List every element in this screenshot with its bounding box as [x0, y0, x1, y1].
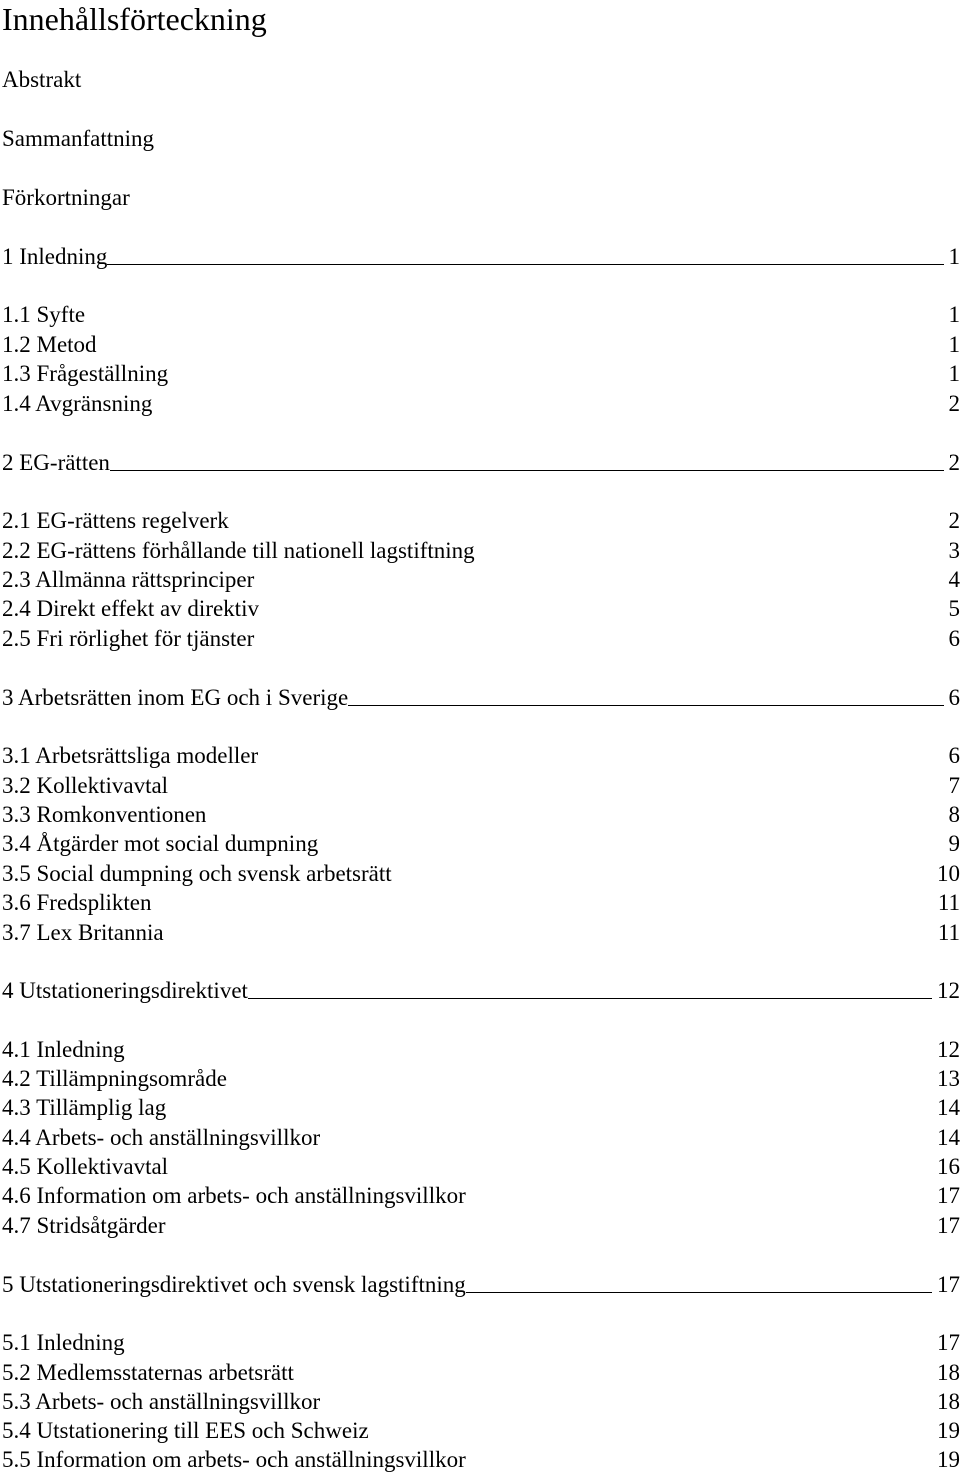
toc-page-number: 5 [948, 596, 960, 621]
toc-entry-abstract[interactable] [2, 65, 960, 95]
toc-section[interactable] [2, 300, 960, 330]
toc-entry-label: Abstrakt [2, 65, 81, 95]
toc-page-number: 16 [937, 1154, 960, 1179]
toc-page-number: 2 [948, 450, 960, 475]
toc-section-label: 4.4 Arbets- och anställningsvillkor [2, 1123, 320, 1153]
toc-section-label: 5.2 Medlemsstaternas arbetsrätt [2, 1358, 294, 1388]
toc-chapter-label: 1 Inledning [2, 242, 107, 272]
toc-page-number: 6 [948, 685, 960, 710]
toc-page-number: 8 [948, 802, 960, 827]
toc-chapter-4[interactable] [2, 976, 960, 1006]
toc-page-number: 17 [937, 1330, 960, 1355]
toc-section[interactable] [2, 1035, 960, 1065]
toc-page-number: 17 [937, 1183, 960, 1208]
toc-section-label: 1.3 Frågeställning [2, 359, 168, 389]
toc-page-number: 17 [937, 1272, 960, 1297]
toc-entry-label: Förkortningar [2, 183, 130, 213]
toc-section-label: 2.1 EG-rättens regelverk [2, 506, 229, 536]
toc-section[interactable] [2, 594, 960, 624]
toc-page-number: 13 [937, 1066, 960, 1091]
toc-section[interactable] [2, 1152, 960, 1182]
toc-chapter-3[interactable] [2, 683, 960, 713]
toc-section[interactable] [2, 829, 960, 859]
toc-section[interactable] [2, 1211, 960, 1241]
toc-section[interactable] [2, 1416, 960, 1446]
toc-page-number: 18 [937, 1360, 960, 1385]
toc-section-label: 5.3 Arbets- och anställningsvillkor [2, 1387, 320, 1417]
toc-section-label: 4.1 Inledning [2, 1035, 125, 1065]
toc-page-number: 1 [948, 244, 960, 269]
toc-section-label: 3.5 Social dumpning och svensk arbetsrätt [2, 859, 392, 889]
toc-chapter-2[interactable] [2, 448, 960, 478]
toc-page-number: 19 [937, 1418, 960, 1443]
toc-page-number: 19 [937, 1447, 960, 1472]
toc-page-number: 3 [948, 538, 960, 563]
toc-section-label: 5.1 Inledning [2, 1328, 125, 1358]
toc-section-label: 5.4 Utstationering till EES och Schweiz [2, 1416, 369, 1446]
toc-page-number: 7 [948, 773, 960, 798]
toc-entry-label: Sammanfattning [2, 124, 154, 154]
toc-section[interactable] [2, 859, 960, 889]
toc-page-number: 1 [948, 361, 960, 386]
toc-page-number: 18 [937, 1389, 960, 1414]
toc-section-label: 2.4 Direkt effekt av direktiv [2, 594, 259, 624]
toc-page-number: 6 [948, 626, 960, 651]
toc-page-number: 11 [937, 920, 960, 945]
toc-section-label: 3.6 Fredsplikten [2, 888, 152, 918]
toc-entry-summary[interactable] [2, 124, 960, 154]
toc-page-number: 17 [937, 1213, 960, 1238]
toc-section[interactable] [2, 1181, 960, 1211]
toc-section[interactable] [2, 1123, 960, 1153]
toc-section-label: 1.4 Avgränsning [2, 389, 152, 419]
toc-chapter-1[interactable] [2, 242, 960, 272]
toc-section-label: 3.3 Romkonventionen [2, 800, 206, 830]
toc-page-number: 11 [937, 890, 960, 915]
toc-section[interactable] [2, 741, 960, 771]
toc-chapter-label: 2 EG-rätten [2, 448, 110, 478]
toc-chapter-label: 4 Utstationeringsdirektivet [2, 976, 248, 1006]
toc-section[interactable] [2, 800, 960, 830]
toc-section[interactable] [2, 506, 960, 536]
toc-section-label: 4.5 Kollektivavtal [2, 1152, 168, 1182]
toc-section-label: 3.2 Kollektivavtal [2, 771, 168, 801]
toc-page-number: 12 [937, 978, 960, 1003]
toc-section[interactable] [2, 888, 960, 918]
toc-page-number: 10 [937, 861, 960, 886]
toc-section-label: 4.3 Tillämplig lag [2, 1093, 166, 1123]
leader-rule [2, 470, 944, 471]
toc-page-number: 2 [948, 391, 960, 416]
toc-page-number: 9 [948, 831, 960, 856]
toc-page-number: 2 [948, 508, 960, 533]
toc-page-number: 4 [948, 567, 960, 592]
toc-chapter-label: 5 Utstationeringsdirektivet och svensk lagstiftning [2, 1270, 466, 1300]
toc-section-label: 3.4 Åtgärder mot social dumpning [2, 829, 318, 859]
toc-section[interactable] [2, 1445, 960, 1475]
toc-section-label: 3.1 Arbetsrättsliga modeller [2, 741, 258, 771]
toc-section-label: 4.2 Tillämpningsområde [2, 1064, 227, 1094]
toc-entry-abbreviations[interactable] [2, 183, 960, 213]
toc-section[interactable] [2, 330, 960, 360]
toc-section[interactable] [2, 1358, 960, 1388]
page-title: Innehållsförteckning [2, 1, 267, 37]
toc-section[interactable] [2, 565, 960, 595]
toc-section-label: 2.2 EG-rättens förhållande till nationell lagstiftning [2, 536, 475, 566]
toc-page-number: 12 [937, 1037, 960, 1062]
toc-section-label: 3.7 Lex Britannia [2, 918, 164, 948]
toc-chapter-label: 3 Arbetsrätten inom EG och i Sverige [2, 683, 348, 713]
toc-section-label: 5.5 Information om arbets- och anställningsvillkor [2, 1445, 466, 1475]
toc-section-label: 2.5 Fri rörlighet för tjänster [2, 624, 254, 654]
toc-chapter-5[interactable] [2, 1270, 960, 1300]
leader-rule [2, 264, 944, 265]
toc-section-label: 4.6 Information om arbets- och anställningsvillkor [2, 1181, 466, 1211]
toc-section[interactable] [2, 1387, 960, 1417]
toc-section[interactable] [2, 359, 960, 389]
toc-section[interactable] [2, 536, 960, 566]
toc-section-label: 1.2 Metod [2, 330, 97, 360]
toc-section-label: 1.1 Syfte [2, 300, 85, 330]
toc-section[interactable] [2, 1328, 960, 1358]
toc-section[interactable] [2, 771, 960, 801]
toc-section-label: 2.3 Allmänna rättsprinciper [2, 565, 254, 595]
toc-page-number: 6 [948, 743, 960, 768]
toc-page-number: 14 [937, 1095, 960, 1120]
toc-page-number: 14 [937, 1125, 960, 1150]
toc-section[interactable] [2, 918, 960, 948]
toc-page-number: 1 [948, 302, 960, 327]
toc-section[interactable] [2, 1093, 960, 1123]
toc-section[interactable] [2, 1064, 960, 1094]
toc-section[interactable] [2, 389, 960, 419]
toc-section[interactable] [2, 624, 960, 654]
toc-section-label: 4.7 Stridsåtgärder [2, 1211, 166, 1241]
toc-page-number: 1 [948, 332, 960, 357]
